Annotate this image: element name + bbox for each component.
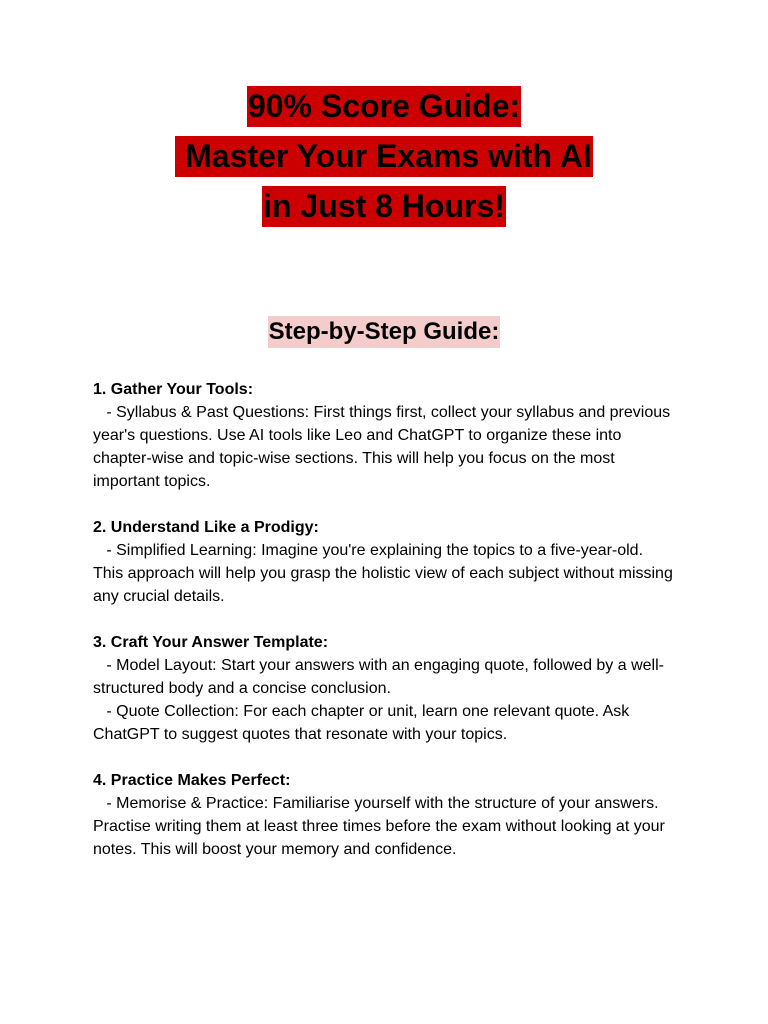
section-subtitle <box>0 316 768 348</box>
section-gather-tools <box>93 378 673 493</box>
title-line <box>0 86 768 136</box>
title-line-2: Master Your Exams with AI <box>175 136 593 177</box>
section-heading: 1. Gather Your Tools: <box>93 381 254 398</box>
bullet-text: - Syllabus & Past Questions: First things first, collect your syllabus and previous year's questions. Use AI tools like Leo and ChatGPT to organize these into chapter-wise and topic-wise sections. This will help you focus on the most important topics. <box>93 404 671 490</box>
section-practice <box>93 769 673 861</box>
bullet-text: - Quote Collection: For each chapter or unit, learn one relevant quote. Ask ChatGPT to suggest quotes that resonate with your topics. <box>93 703 630 743</box>
bullet-text: - Model Layout: Start your answers with an engaging quote, followed by a well-structured body and a concise conclusion. <box>93 657 664 697</box>
section-heading: 2. Understand Like a Prodigy: <box>93 519 319 536</box>
section-bullet <box>93 539 673 608</box>
title-line <box>0 186 768 236</box>
section-bullet <box>93 654 673 700</box>
bullet-text: - Memorise & Practice: Familiarise yourself with the structure of your answers. Practise writing them at least three times before the exam without looking at your notes. This will boost your memory and confidence. <box>93 795 665 858</box>
guide-content <box>93 378 673 884</box>
section-heading: 3. Craft Your Answer Template: <box>93 634 329 651</box>
section-heading: 4. Practice Makes Perfect: <box>93 772 291 789</box>
subtitle-text: Step-by-Step Guide: <box>268 316 501 348</box>
bullet-text: - Simplified Learning: Imagine you're explaining the topics to a five-year-old. This approach will help you grasp the holistic view of each subject without missing any crucial details. <box>93 542 673 605</box>
section-answer-template <box>93 631 673 746</box>
title-line-3: in Just 8 Hours! <box>262 186 506 227</box>
section-bullet <box>93 401 673 493</box>
section-bullet <box>93 792 673 861</box>
section-understand <box>93 516 673 608</box>
document-title <box>0 86 768 236</box>
title-line <box>0 136 768 186</box>
title-line-1: 90% Score Guide: <box>247 86 521 127</box>
section-bullet <box>93 700 673 746</box>
